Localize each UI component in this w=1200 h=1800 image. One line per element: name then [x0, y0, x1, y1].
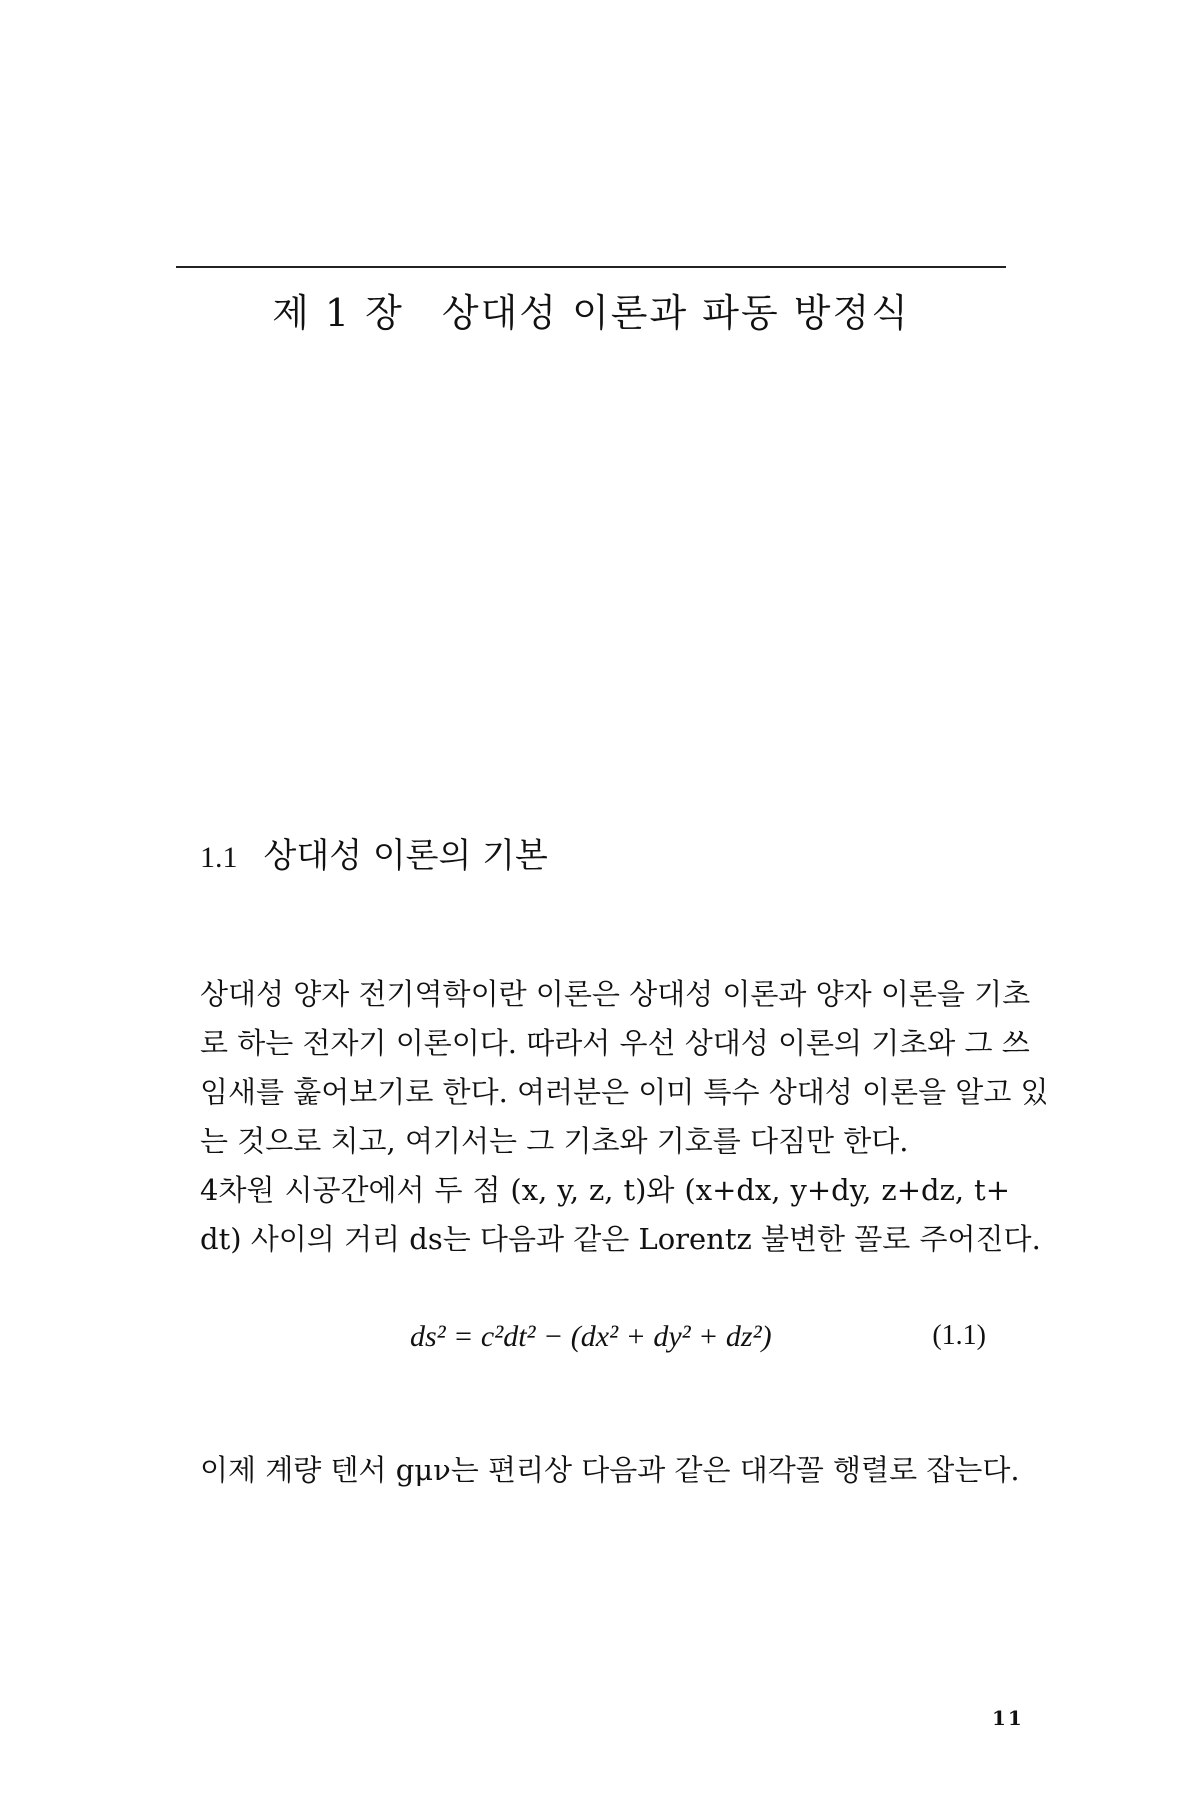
paragraph-line: 임새를 훑어보기로 한다. 여러분은 이미 특수 상대성 이론을 알고 있 [200, 1075, 1049, 1109]
paragraph-line: dt) 사이의 거리 ds는 다음과 같은 Lorentz 불변한 꼴로 주어진다. [200, 1222, 1041, 1256]
paragraph-line: 는 것으로 치고, 여기서는 그 기초와 기호를 다짐만 한다. [200, 1124, 909, 1158]
equation-1-1 [200, 1320, 1010, 1370]
paragraph-intro [200, 970, 1049, 1264]
section-heading [200, 828, 548, 877]
paragraph-line: 로 하는 전자기 이론이다. 따라서 우선 상대성 이론의 기초와 그 쓰 [200, 1026, 1030, 1060]
chapter-title [176, 282, 1006, 337]
paragraph-metric: 이제 계량 텐서 gμν는 편리상 다음과 같은 대각꼴 행렬로 잡는다. [200, 1453, 1020, 1487]
paragraph-line: 4차원 시공간에서 두 점 (x, y, z, t)와 (x+dx, y+dy, z+dz, t+ [200, 1173, 1010, 1207]
paragraph-line: 상대성 양자 전기역학이란 이론은 상대성 이론과 양자 이론을 기초 [200, 977, 1031, 1011]
section-title: 상대성 이론의 기본 [263, 836, 548, 876]
chapter-title-text: 상대성 이론과 파동 방정식 [441, 291, 910, 335]
chapter-rule [176, 266, 1006, 268]
equation-number: (1.1) [932, 1320, 986, 1351]
section-number: 1.1 [200, 841, 238, 874]
page-number: 11 [992, 1706, 1024, 1730]
chapter-number: 제 1 장 [272, 291, 404, 335]
equation-body: ds² = c²dt² − (dx² + dy² + dz²) [410, 1320, 772, 1353]
